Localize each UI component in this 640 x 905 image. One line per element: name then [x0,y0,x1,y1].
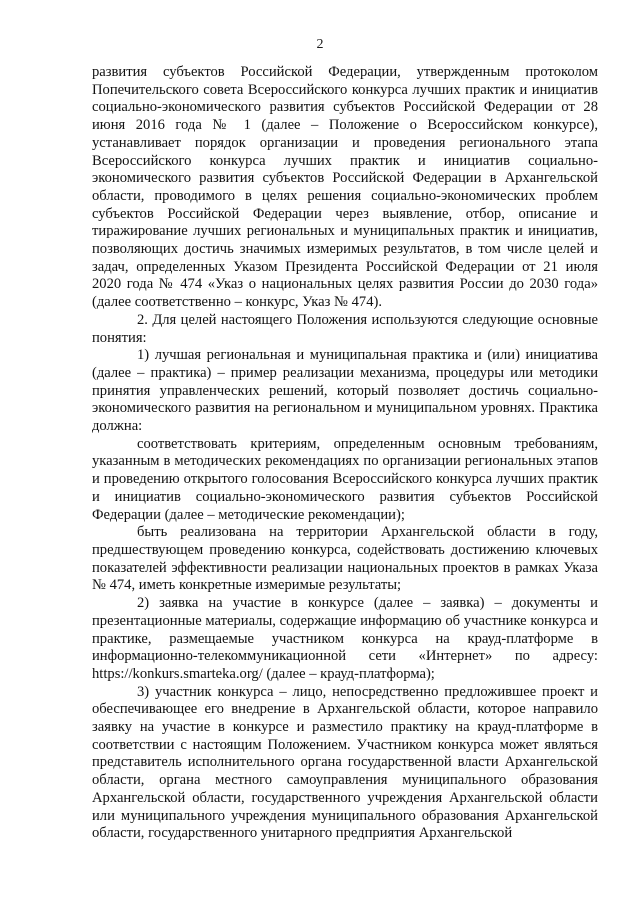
paragraph-item-2: 2. Для целей настоящего Положения используются следующие основные понятия: [92,311,598,346]
paragraph-definition-practice: 1) лучшая региональная и муниципальная практика и (или) инициатива (далее – практика) – пример реализации механизма, процедуры или методики принятия управленческих решений, который позволяет достичь социально-экономического развития на региональном и муниципальном уровнях. Практика должна: [92,347,598,435]
paragraph-definition-participant: 3) участник конкурса – лицо, непосредственно предложившее проект и обеспечивающее его внедрение в Архангельской области, которое направило заявку на участие в конкурсе и разместило практику на крауд-платформе в соответствии с настоящим Положением. Участником конкурса может являться представитель исполнительного органа государственной власти Архангельской области, органа местного самоуправления муниципального образования Архангельской области, государственного учреждения Архангельской области или муниципального учреждения муниципального образования Архангельской области, государственного унитарного предприятия Архангельской [92,683,598,842]
paragraph-practice-requirement-1: соответствовать критериям, определенным основным требованиям, указанным в методических рекомендациях по организации региональных этапов и проведению открытого голосования Всероссийского конкурса лучших практик и инициатив социально-экономического развития субъектов Российской Федерации (далее – методические рекомендации); [92,435,598,523]
paragraph-intro-continuation: развития субъектов Российской Федерации, утвержденным протоколом Попечительского совета Всероссийского конкурса лучших практик и инициатив социально-экономического развития субъектов Российской Федерации от 28 июня 2016 года № 1 (далее – Положение о Всероссийском конкурсе), устанавливает порядок организации и проведения регионального этапа Всероссийского конкурса лучших практик и инициатив социально-экономического развития субъектов Российской Федерации в Архангельской области, проводимого в целях решения социально-экономических проблем субъектов Российской Федерации через выявление, отбор, описание и тиражирование лучших региональных и муниципальных практик и инициатив, позволяющих достичь значимых измеримых результатов, в том числе целей и задач, определенных Указом Президента Российской Федерации от 21 июля 2020 года № 474 «Указ о национальных целях развития России до 2030 года» (далее соответственно – конкурс, Указ № 474). [92,64,598,311]
paragraph-practice-requirement-2: быть реализована на территории Архангельской области в году, предшествующем проведению конкурса, содействовать достижению ключевых показателей эффективности реализации национальных проектов в рамках Указа № 474, иметь конкретные измеримые результаты; [92,524,598,594]
paragraph-definition-application: 2) заявка на участие в конкурсе (далее – заявка) – документы и презентационные материалы, содержащие информацию об участнике конкурса и практике, размещаемые участником конкурса на крауд-платформе в информационно-телекоммуникационной сети «Интернет» по адресу: https://konkurs.smarteka.org/ (далее – крауд-платформа); [92,595,598,682]
page-number: 2 [316,37,324,52]
document-body [92,64,598,843]
